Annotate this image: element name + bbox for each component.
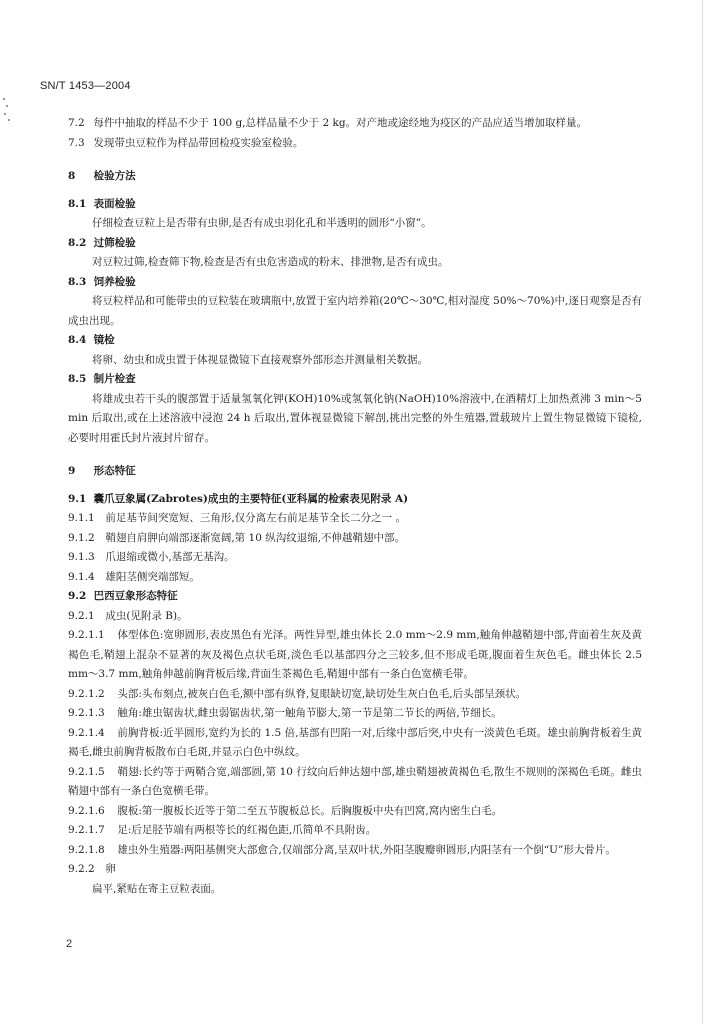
- clause-number: 9.2.1.2: [68, 687, 105, 700]
- clause-9-1-2: [68, 529, 642, 549]
- clause-9-1-4: [68, 568, 642, 588]
- clause-number: 9.2.2: [68, 863, 95, 875]
- clause-9-2-1-3: [68, 704, 642, 724]
- section-title: 检验方法: [93, 170, 136, 182]
- clause-9-2-1-2: [68, 685, 642, 705]
- clause-text: 前足基节间突宽短、三角形,仅分离左右前足基节全长二分之一 。: [105, 512, 407, 524]
- clause-title: 制片检查: [93, 373, 136, 385]
- clause-text: 雄阳茎侧突端部短。: [105, 570, 200, 583]
- clause-9-2-1-4: [68, 724, 642, 763]
- clause-8-1-heading: [68, 195, 642, 215]
- clause-number: 9.2.1.1: [68, 629, 105, 641]
- clause-number: 8.4: [68, 334, 87, 346]
- clause-number: 9.2.1.4: [68, 726, 105, 739]
- clause-title: 饲养检验: [93, 275, 136, 288]
- clause-8-3-heading: [68, 273, 642, 293]
- clause-title: 囊爪豆象属(Zabrotes)成虫的主要特征(亚科属的检索表见附录 A): [93, 492, 409, 505]
- clause-8-4-heading: [68, 331, 642, 351]
- clause-7-3: [68, 134, 642, 154]
- clause-title: 过筛检验: [93, 236, 136, 249]
- section-number: 9: [68, 465, 76, 477]
- clause-9-2-2-text: 扁平,紧贴在寄主豆粒表面。: [92, 882, 222, 895]
- clause-9-2-1: [68, 607, 642, 627]
- page-number: 2: [66, 938, 73, 950]
- clause-9-1-heading: [68, 490, 642, 510]
- clause-number: 8.1: [68, 197, 87, 210]
- document-body: [68, 114, 642, 899]
- clause-title: 表面检验: [93, 197, 136, 210]
- clause-number: 9.1.4: [68, 570, 95, 583]
- clause-text: 体型体色:宽卵圆形,表皮黑色有光泽。两性异型,雄虫体长 2.0 mm～2.9 mm,触角伸越鞘翅中部,背面着生灰及黄褐色毛,鞘翅上混杂不显著的灰及褐色点状毛斑,淡色毛以基部四分之三较多,但不形成毛斑,腹面着生灰色毛。雌虫体长 2.5 mm～3.7 mm,触角伸越前胸背板后缘,背面生茶褐色毛,鞘翅中部有一条白色宽横毛带。: [68, 629, 642, 680]
- clause-9-2-1-6: [68, 802, 642, 822]
- clause-number: 9.2.1: [68, 609, 95, 622]
- section-number: 8: [68, 170, 76, 182]
- clause-9-2-2-heading: [68, 860, 642, 880]
- clause-number: 9.2.1.8: [68, 843, 105, 856]
- clause-text: 爪退缩或微小,基部无基沟。: [105, 551, 235, 563]
- clause-text: 雄虫外生殖器:两阳基侧突大部愈合,仅端部分离,呈双叶状,外阳茎腹瓣卵圆形,内阳茎有一个倒“U”形大骨片。: [117, 843, 616, 856]
- clause-text: 腹板:第一腹板长近等于第二至五节腹板总长。后胸腹板中央有凹窝,窝内密生白毛。: [117, 804, 503, 817]
- clause-text: 鞘翅自肩胛向端部逐渐宽阔,第 10 纵沟纹退缩,不伸越鞘翅中部。: [105, 531, 406, 544]
- clause-8-2-text: 对豆粒过筛,检查筛下物,检查是否有虫危害造成的粉末、排泄物,是否有成虫。: [92, 256, 449, 268]
- scan-edge: [702, 0, 703, 1024]
- clause-8-2-heading: [68, 234, 642, 254]
- clause-number: 9.1.1: [68, 512, 95, 524]
- clause-number: 9.1.3: [68, 551, 95, 563]
- clause-number: 8.5: [68, 373, 87, 385]
- clause-number: 9.2: [68, 590, 87, 602]
- clause-text: 头部:头布刻点,被灰白色毛,额中部有纵脊,复眼缺切宽,缺切处生灰白色毛,后头部呈颈状。: [117, 687, 527, 700]
- clause-text: 每件中抽取的样品不少于 100 g,总样品量不少于 2 kg。对产地或途经地为疫区的产品应适当增加取样量。: [93, 117, 588, 129]
- clause-9-2-1-7: [68, 821, 642, 841]
- clause-number: 9.2.1.6: [68, 804, 105, 817]
- clause-title: 卵: [105, 863, 116, 875]
- clause-text: 鞘翅:长约等于两鞘合宽,端部圆,第 10 行纹向后伸达翅中部,雄虫鞘翅被黄褐色毛,散生不规则的深褐色毛斑。雌虫鞘翅中部有一条白色宽横毛带。: [68, 765, 642, 797]
- clause-8-5-text: 将雄成虫若干头的腹部置于适量氢氧化钾(KOH)10%或氢氧化钠(NaOH)10%溶液中,在酒精灯上加热煮沸 3 min～5 min 后取出,或在上述溶液中浸泡 24 h 后取出,置体视显微镜下解剖,挑出完整的外生殖器,置载玻片上置生物显微镜下镜检,必要时用霍氏封片液封片留存。: [68, 392, 642, 444]
- clause-9-2-heading: [68, 587, 642, 607]
- clause-number: 7.3: [68, 136, 85, 149]
- scan-specks: [2, 96, 12, 126]
- clause-number: 8.3: [68, 275, 87, 288]
- section-9-heading: [68, 462, 642, 482]
- clause-number: 9.2.1.7: [68, 824, 105, 836]
- clause-title: 巴西豆象形态特征: [93, 590, 178, 602]
- clause-8-4-text: 将卵、幼虫和成虫置于体视显微镜下直接观察外部形态并测量相关数据。: [92, 353, 428, 366]
- clause-8-1-text: 仔细检查豆粒上是否带有虫卵,是否有成虫羽化孔和半透明的圆形“小窗”。: [92, 217, 432, 229]
- clause-9-2-1-8: [68, 841, 642, 861]
- clause-text: 足:后足胫节端有两根等长的红褐色距,爪简单不具附齿。: [117, 824, 377, 836]
- clause-8-3-text: 将豆粒样品和可能带虫的豆粒装在玻璃瓶中,放置于室内培养箱(20℃～30℃,相对湿度 50%～70%)中,逐日观察是否有成虫出现。: [68, 295, 642, 327]
- document-code-header: SN/T 1453—2004: [40, 80, 131, 92]
- clause-number: 9.1: [68, 492, 87, 505]
- clause-7-2: [68, 114, 642, 134]
- clause-9-2-1-1: [68, 626, 642, 685]
- clause-title: 镜检: [93, 334, 115, 346]
- clause-number: 8.2: [68, 236, 87, 249]
- clause-text: 触角:雄虫锯齿状,雌虫弱锯齿状,第一触角节膨大,第一节是第二节长的两倍,节细长。: [117, 707, 502, 719]
- section-8-heading: [68, 167, 642, 187]
- clause-number: 9.2.1.3: [68, 707, 105, 719]
- clause-text: 发现带虫豆粒作为样品带回检疫实验室检验。: [93, 136, 304, 149]
- clause-number: 9.2.1.5: [68, 765, 105, 778]
- clause-number: 9.1.2: [68, 531, 95, 544]
- clause-text: 成虫(见附录 B)。: [105, 609, 188, 622]
- section-title: 形态特征: [93, 465, 136, 477]
- clause-9-1-1: [68, 509, 642, 529]
- clause-8-5-heading: [68, 370, 642, 390]
- clause-text: 前胸背板:近半圆形,宽约为长的 1.5 倍,基部有凹陷一对,后缘中部后突,中央有一淡黄色毛斑。雄虫前胸背板着生黄褐毛,雌虫前胸背板散布白毛斑,并显示白色中纵纹。: [68, 726, 642, 758]
- clause-9-2-1-5: [68, 763, 642, 802]
- clause-number: 7.2: [68, 117, 85, 129]
- clause-9-1-3: [68, 548, 642, 568]
